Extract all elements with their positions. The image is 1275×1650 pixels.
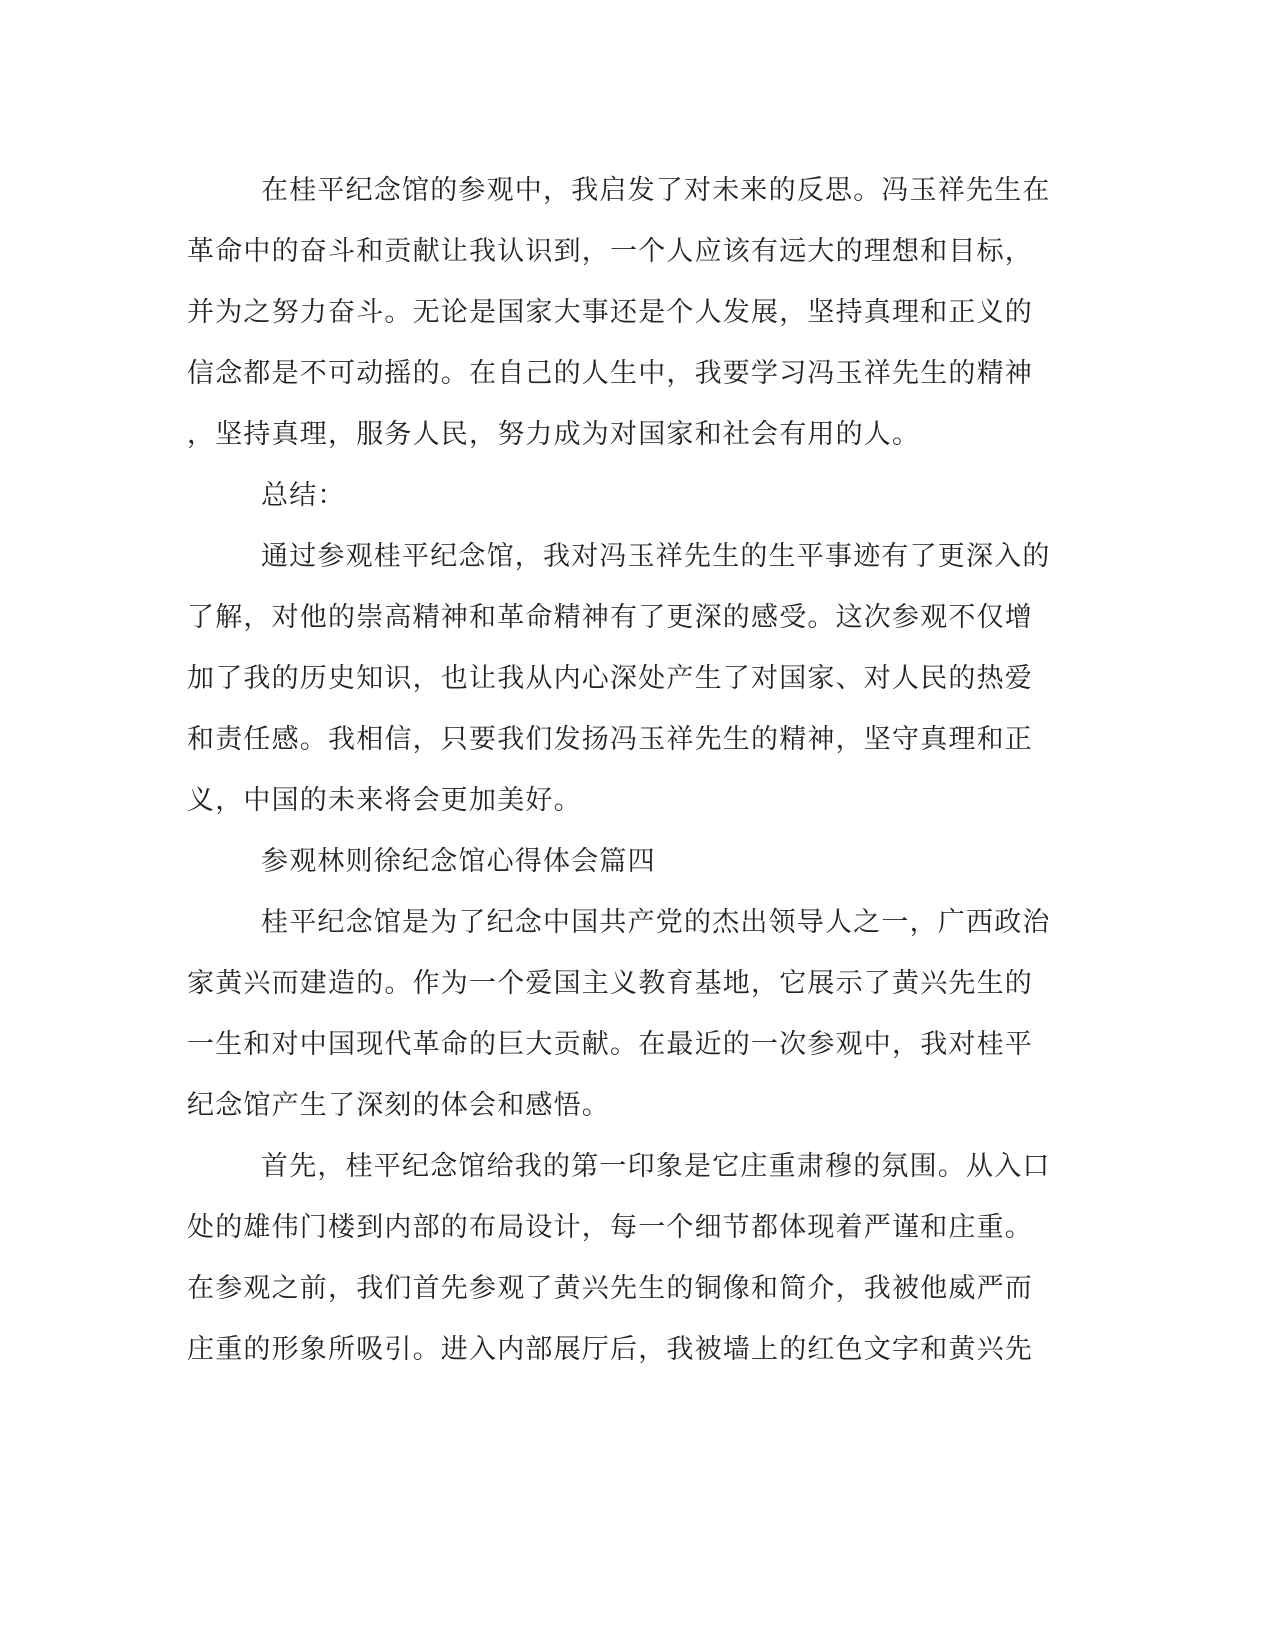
paragraph-summary <box>187 526 1067 831</box>
text-line: 革命中的奋斗和贡献让我认识到，一个人应该有远大的理想和目标， <box>187 236 1033 267</box>
text-line: 信念都是不可动摇的。在自己的人生中，我要学习冯玉祥先生的精神 <box>187 358 1033 389</box>
text-line: 桂平纪念馆是为了纪念中国共产党的杰出领导人之一，广西政治 <box>261 907 1051 938</box>
section-title: 参观林则徐纪念馆心得体会篇四 <box>261 846 656 877</box>
text-line: 并为之努力奋斗。无论是国家大事还是个人发展，坚持真理和正义的 <box>187 297 1033 328</box>
summary-heading: 总结： <box>261 480 346 511</box>
paragraph-reflection <box>187 160 1067 465</box>
paragraph-section-title <box>187 831 1067 892</box>
text-line: 首先，桂平纪念馆给我的第一印象是它庄重肃穆的氛围。从入口 <box>261 1151 1051 1182</box>
text-line: 纪念馆产生了深刻的体会和感悟。 <box>187 1090 610 1121</box>
document-body <box>187 160 1067 1380</box>
text-line: ，坚持真理，服务人民，努力成为对国家和社会有用的人。 <box>187 419 921 450</box>
text-line: 和责任感。我相信，只要我们发扬冯玉祥先生的精神，坚守真理和正 <box>187 724 1033 755</box>
text-line: 在参观之前，我们首先参观了黄兴先生的铜像和简介，我被他威严而 <box>187 1273 1033 1304</box>
paragraph-first-impression <box>187 1136 1067 1380</box>
text-line: 在桂平纪念馆的参观中，我启发了对未来的反思。冯玉祥先生在 <box>261 175 1051 206</box>
paragraph-summary-heading <box>187 465 1067 526</box>
text-line: 义，中国的未来将会更加美好。 <box>187 785 582 816</box>
text-line: 家黄兴而建造的。作为一个爱国主义教育基地，它展示了黄兴先生的 <box>187 968 1033 999</box>
text-line: 庄重的形象所吸引。进入内部展厅后，我被墙上的红色文字和黄兴先 <box>187 1334 1033 1365</box>
text-line: 通过参观桂平纪念馆，我对冯玉祥先生的生平事迹有了更深入的 <box>261 541 1051 572</box>
text-line: 处的雄伟门楼到内部的布局设计，每一个细节都体现着严谨和庄重。 <box>187 1212 1033 1243</box>
text-line: 加了我的历史知识，也让我从内心深处产生了对国家、对人民的热爱 <box>187 663 1033 694</box>
text-line: 一生和对中国现代革命的巨大贡献。在最近的一次参观中，我对桂平 <box>187 1029 1033 1060</box>
text-line: 了解，对他的崇高精神和革命精神有了更深的感受。这次参观不仅增 <box>187 602 1033 633</box>
paragraph-intro <box>187 892 1067 1136</box>
